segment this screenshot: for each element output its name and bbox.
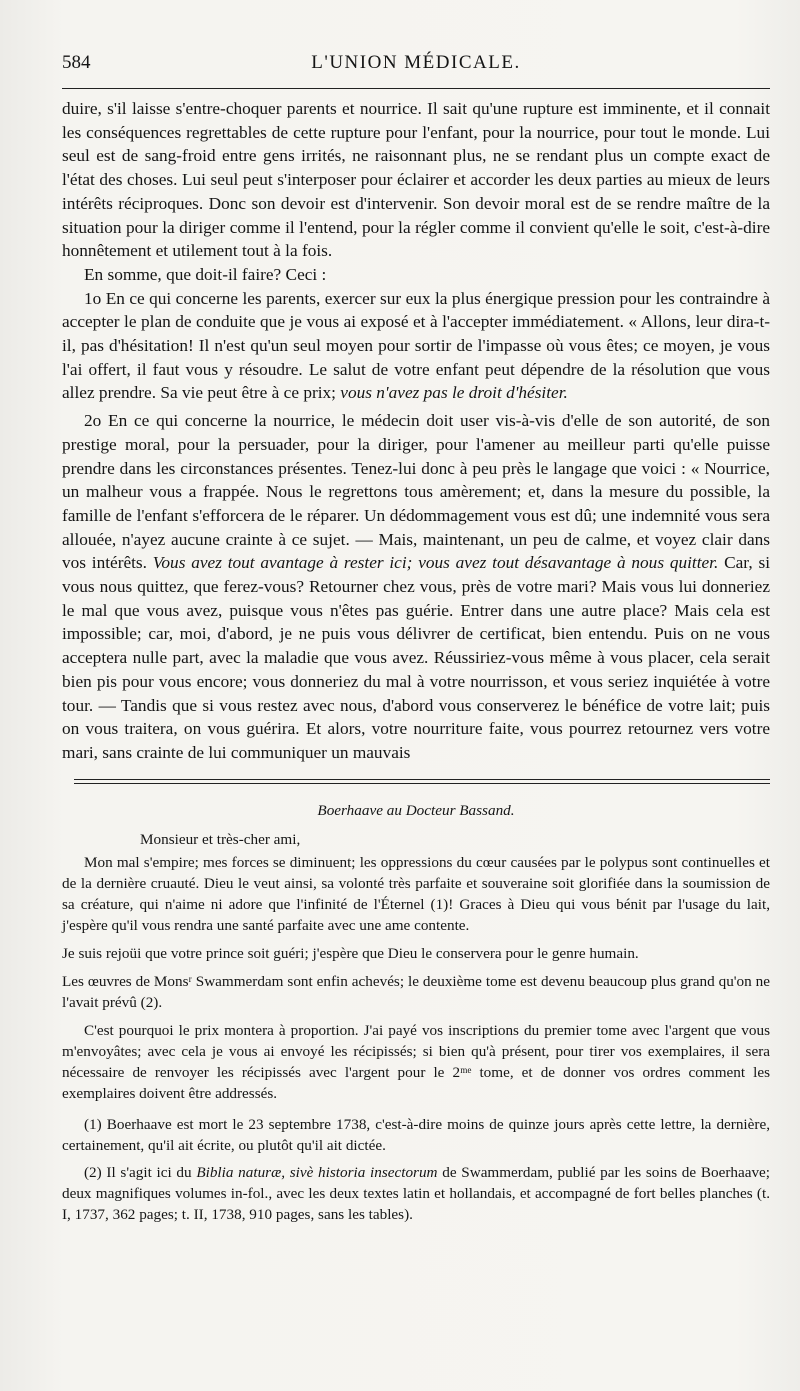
article-paragraph [62, 287, 770, 406]
article-italic: Vous avez tout avantage à rester ici; vous avez tout désavantage à nous quitter. [152, 553, 719, 573]
article-paragraph [62, 409, 770, 765]
section-separator [74, 779, 770, 784]
article-text: 1o En ce qui concerne les parents, exercer sur eux la plus énergique pression pour les contraindre à accepter le plan de conduite que je vous ai exposé et à l'accepter immédiatement. « Allons, leur dira-t-il, pas d'hésitation! Il n'est qu'un seul moyen pour sortir de l'impasse où vous êtes; ce moyen, je vous l'ai offert, il faut vous y résoudre. Le salut de votre enfant peut dépendre de la résolution que vous allez prendre. Sa vie peut être à ce prix; [62, 288, 770, 403]
page-header [62, 52, 770, 84]
footnote [62, 1162, 770, 1225]
letter-paragraph: Mon mal s'empire; mes forces se diminuent; les oppressions du cœur causées par le polypus sont continuelles et de la dernière cruauté. Dieu le veut ainsi, sa volonté très parfaite et souveraine soit glorifiée dans la soumission de sa créature, qui n'aime ni adore que l'infinité de l'Éternel (1)! Graces à Dieu qui vous bénit par l'usage du lait, j'espère qu'il vous rendra une santé parfaite avec une ame contente. [62, 853, 770, 934]
article-body [62, 97, 770, 765]
letter-title: Boerhaave au Docteur Bassand. [317, 801, 515, 819]
letter-paragraph: Les œuvres de Monsʳ Swammerdam sont enfin achevés; le deuxième tome est devenu beaucoup plus grand qu'on ne l'avait prévû (2). [62, 972, 770, 1011]
letter-paragraph: C'est pourquoi le prix montera à proportion. J'ai payé vos inscriptions du premier tome avec l'argent que vous m'envoyâtes; avec cela je vous ai envoyé les récipissés; si bien qu'à présent, pour tirer vos exemplaires, il sera nécessaire de renvoyer les récipissés avec l'argent pour le 2ᵐᵉ tome, et de donner vos ordres comment les exemplaires doivent être addressés. [62, 1021, 770, 1102]
letter-paragraph: Je suis rejoüi que votre prince soit guéri; j'espère que Dieu le conservera pour le genre humain. [62, 944, 639, 962]
article-text: Car, si vous nous quittez, que ferez-vous? Retourner chez vous, près de votre mari? Mais vous lui donneriez le mal que vous avez, puisque vous n'êtes pas guérie. Entrer dans une autre place? Mais cela est impossible; car, moi, d'abord, je ne puis vous délivrer de certificat, bien entendu. Puis on ne vous acceptera nulle part, avec la maladie que vous avez. Réussiriez-vous même à vous placer, cela serait bien pis pour vous encore; vous donneriez du mal à votre nourrisson, et vous seriez inquiétée à votre tour. — Tandis que si vous restez avec nous, d'abord vous conserverez le bénéfice de votre lait; puis on vous traitera, on vous guérira. Et alors, votre nourriture faite, vous pourrez retournez vers votre mari, sans crainte de lui communiquer un mauvais [62, 553, 770, 762]
footnote: (1) Boerhaave est mort le 23 septembre 1738, c'est-à-dire moins de quinze jours après cette lettre, la dernière, certainement, qu'il ait écrite, ou plutôt qu'il ait dictée. [62, 1115, 770, 1154]
footnotes [62, 1114, 770, 1225]
header-rule [62, 88, 770, 89]
letter-salutation: Monsieur et très-cher ami, [140, 830, 301, 848]
article-italic: vous n'avez pas le droit d'hésiter. [340, 383, 568, 403]
footnote-italic: Biblia naturæ, sivè historia insectorum [196, 1163, 438, 1181]
page-number: 584 [62, 52, 91, 73]
footnote-text: (2) Il s'agit ici du [84, 1163, 192, 1181]
article-paragraph: En somme, que doit-il faire? Ceci : [84, 264, 327, 284]
running-title: L'UNION MÉDICALE. [311, 52, 521, 73]
article-paragraph: duire, s'il laisse s'entre-choquer parents et nourrice. Il sait qu'une rupture est imminente, et il connait les conséquences regrettables de cette rupture pour l'enfant, pour la nourrice, pour tout le monde. Lui seul est de sang-froid entre gens irrités, ne raisonnant plus, ne se rendant plus un compte exact de l'état des choses. Lui seul peut s'interposer pour éclairer et accorder les deux parties au mieux de leurs intérêts réciproques. Donc son devoir est d'intervenir. Son devoir moral est de se rendre maître de la situation pour la diriger comme il l'entend, pour la régler comme il convient qu'elle le soit, c'est-à-dire honnêtement et utilement tout à la fois. [62, 99, 770, 261]
article-text: 2o En ce qui concerne la nourrice, le médecin doit user vis-à-vis d'elle de son autorité, de son prestige moral, pour la persuader, pour la diriger, pour l'amener au meilleur parti qu'elle puisse prendre dans les circonstances présentes. Tenez-lui donc à peu près le langage que voici : « Nourrice, un malheur vous a frappée. Nous le regrettons tous amèrement; et, dans la mesure du possible, la famille de l'enfant s'efforcera de le réparer. Un dédommagement vous est dû; une indemnité vous sera allouée, n'ayez aucune crainte à ce sujet. — Mais, maintenant, un peu de calme, et voyez clair dans vos intérêts. [62, 411, 770, 573]
letter [62, 800, 770, 1225]
footnote-text: de Swammerdam, publié par les soins de Boerhaave; deux magnifiques volumes in-fol., avec les deux textes latin et hollandais, et accompagné de fort belles planches (t. I, 1737, 362 pages; t. II, 1738, 910 pages, sans les tables). [62, 1163, 771, 1223]
